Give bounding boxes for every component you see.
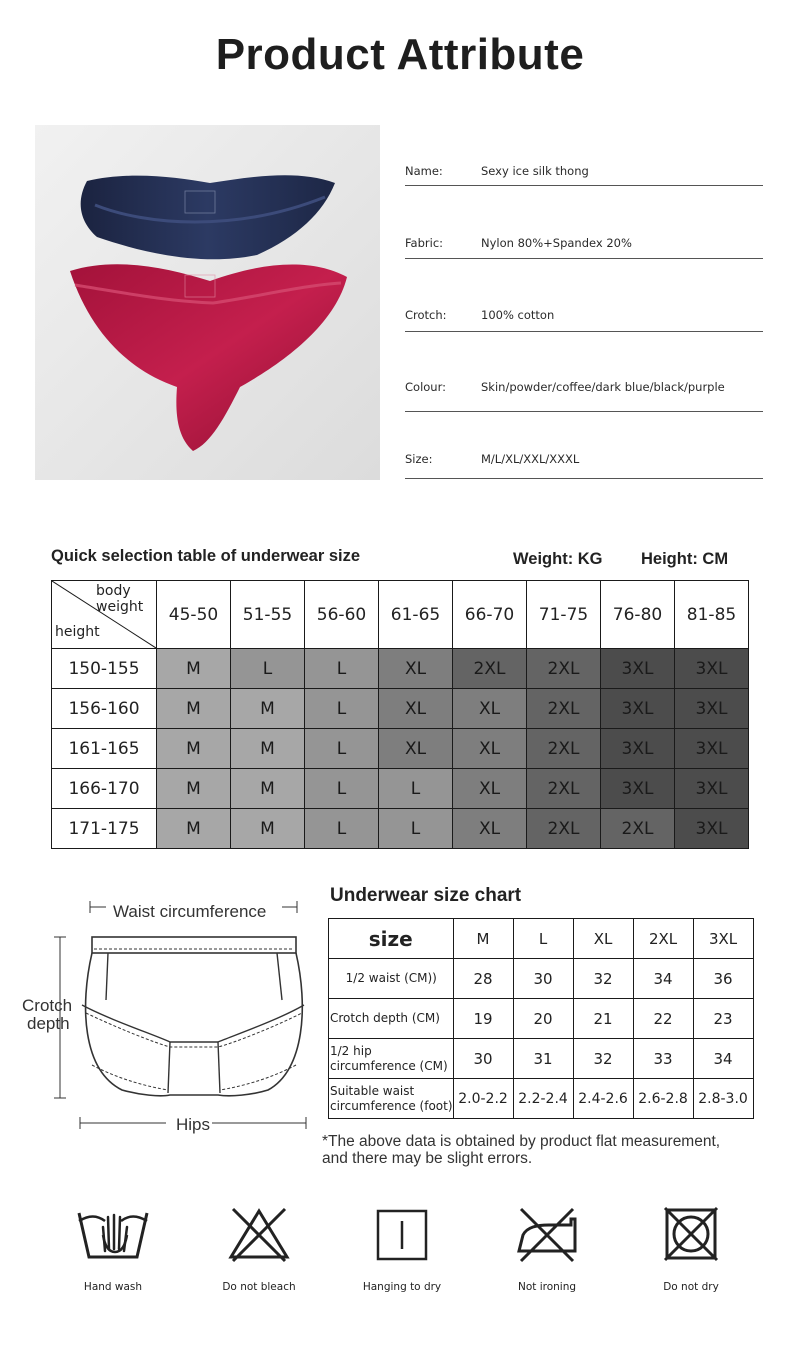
size-cell: 36: [693, 959, 753, 999]
care-do-not-bleach: [209, 1205, 309, 1293]
care-label: Hanging to dry: [362, 1281, 442, 1293]
size-cell: XL: [453, 769, 527, 809]
size-cell: L: [379, 809, 453, 849]
size-cell: 22: [633, 999, 693, 1039]
size-cell: XL: [453, 729, 527, 769]
corner-header: [52, 581, 157, 649]
size-cell: 2.2-2.4: [513, 1079, 573, 1119]
do-not-dry-icon: [662, 1205, 720, 1263]
row-label-line: circumference (foot): [330, 1098, 453, 1113]
divider: [405, 185, 763, 186]
size-chart-table: [328, 918, 754, 1119]
row-label: [329, 959, 454, 999]
size-cell: L: [305, 689, 379, 729]
divider: [405, 478, 763, 479]
waist-label: Waist circumference: [113, 902, 267, 921]
hand-wash-icon: [75, 1205, 151, 1263]
size-cell: 2.8-3.0: [693, 1079, 753, 1119]
size-cell: L: [305, 769, 379, 809]
size-cell: 3XL: [675, 649, 749, 689]
size-cell: 32: [573, 959, 633, 999]
size-cell: 34: [633, 959, 693, 999]
weight-header: 71-75: [527, 581, 601, 649]
size-cell: L: [305, 729, 379, 769]
size-cell: 3XL: [675, 809, 749, 849]
size-cell: 23: [693, 999, 753, 1039]
quick-table-title: Quick selection table of underwear size: [51, 547, 361, 565]
size-chart-row: [329, 999, 754, 1039]
weight-header: 61-65: [379, 581, 453, 649]
size-cell: L: [379, 769, 453, 809]
not-ironing-icon: [515, 1205, 579, 1263]
size-cell: 2.4-2.6: [573, 1079, 633, 1119]
hanging-to-dry-icon: [374, 1205, 430, 1263]
weight-unit: Weight: KG: [513, 550, 603, 568]
attr-name: [405, 164, 763, 184]
size-cell: 30: [513, 959, 573, 999]
size-cell: 3XL: [601, 649, 675, 689]
size-cell: XL: [379, 649, 453, 689]
size-cell: XL: [379, 729, 453, 769]
size-header: size: [329, 919, 454, 959]
weight-header: 51-55: [231, 581, 305, 649]
size-cell: 3XL: [675, 729, 749, 769]
divider: [405, 331, 763, 332]
size-cell: 2.0-2.2: [453, 1079, 513, 1119]
size-cell: 31: [513, 1039, 573, 1079]
size-cell: 3XL: [601, 729, 675, 769]
care-do-not-dry: [641, 1205, 741, 1293]
size-chart-row: [329, 959, 754, 999]
product-photo: [35, 125, 380, 480]
row-label-line: Crotch depth (CM): [330, 1011, 440, 1025]
care-label: Not ironing: [517, 1281, 577, 1293]
size-cell: 33: [633, 1039, 693, 1079]
row-label-line: circumference (CM): [330, 1058, 448, 1073]
height-unit: Height: CM: [641, 550, 729, 568]
note-line: *The above data is obtained by product flat measurement,: [322, 1133, 721, 1150]
care-label: Hand wash: [83, 1281, 143, 1293]
size-chart-row: [329, 1079, 754, 1119]
attr-label: Name:: [405, 164, 443, 178]
quick-selection-table: [51, 580, 749, 849]
measurement-note: [322, 1133, 782, 1167]
table-row: [52, 809, 749, 849]
size-cell: 32: [573, 1039, 633, 1079]
attr-value: Sexy ice silk thong: [481, 164, 589, 178]
page-title: Product Attribute: [215, 30, 585, 79]
care-not-ironing: [497, 1205, 597, 1293]
table-row: [52, 689, 749, 729]
size-col-header: M: [453, 919, 513, 959]
table-row: [52, 729, 749, 769]
divider: [405, 411, 763, 412]
size-cell: L: [231, 649, 305, 689]
row-label-line: 1/2 waist (CM)): [345, 971, 437, 985]
size-cell: M: [231, 729, 305, 769]
height-cell: 150-155: [52, 649, 157, 689]
hips-label: Hips: [176, 1115, 211, 1134]
size-cell: 2XL: [453, 649, 527, 689]
size-cell: 19: [453, 999, 513, 1039]
size-col-header: 3XL: [693, 919, 753, 959]
crotch-label-line: depth: [27, 1014, 70, 1033]
divider: [405, 258, 763, 259]
size-cell: M: [231, 809, 305, 849]
corner-weight: weight: [96, 599, 144, 615]
note-line: and there may be slight errors.: [322, 1150, 533, 1167]
size-cell: XL: [453, 689, 527, 729]
size-col-header: 2XL: [633, 919, 693, 959]
size-cell: 3XL: [675, 769, 749, 809]
size-col-header: XL: [573, 919, 633, 959]
corner-body: body: [96, 583, 131, 599]
do-not-bleach-icon: [227, 1205, 291, 1263]
height-cell: 161-165: [52, 729, 157, 769]
care-label: Do not bleach: [222, 1281, 296, 1293]
row-label-line: 1/2 hip: [330, 1043, 372, 1058]
weight-header: 76-80: [601, 581, 675, 649]
size-col-header: L: [513, 919, 573, 959]
weight-header: 81-85: [675, 581, 749, 649]
attr-value: 100% cotton: [481, 308, 555, 322]
attr-size: [405, 452, 763, 472]
size-cell: 21: [573, 999, 633, 1039]
row-label: [329, 1079, 454, 1119]
size-cell: 3XL: [601, 769, 675, 809]
attr-label: Fabric:: [405, 236, 444, 250]
attr-label: Crotch:: [405, 308, 447, 322]
attr-value: Skin/powder/coffee/dark blue/black/purple: [481, 380, 725, 394]
table-header-row: [52, 581, 749, 649]
size-cell: 2XL: [527, 729, 601, 769]
size-cell: M: [157, 729, 231, 769]
corner-height: height: [55, 624, 100, 640]
row-label-line: Suitable waist: [330, 1083, 415, 1098]
size-cell: XL: [453, 809, 527, 849]
attr-colour: [405, 380, 763, 400]
attr-value: M/L/XL/XXL/XXXL: [481, 452, 580, 466]
size-cell: L: [305, 809, 379, 849]
size-cell: 2XL: [527, 809, 601, 849]
crotch-label: [22, 997, 72, 1033]
height-cell: 166-170: [52, 769, 157, 809]
size-cell: 34: [693, 1039, 753, 1079]
care-hand-wash: [63, 1205, 163, 1293]
size-cell: M: [231, 689, 305, 729]
size-chart-header-row: [329, 919, 754, 959]
care-label: Do not dry: [663, 1281, 719, 1293]
weight-header: 56-60: [305, 581, 379, 649]
size-cell: L: [305, 649, 379, 689]
row-label: [329, 999, 454, 1039]
weight-header: 66-70: [453, 581, 527, 649]
size-cell: 3XL: [601, 689, 675, 729]
height-cell: 171-175: [52, 809, 157, 849]
size-cell: 2.6-2.8: [633, 1079, 693, 1119]
size-cell: 2XL: [601, 809, 675, 849]
size-chart-row: [329, 1039, 754, 1079]
size-cell: M: [157, 649, 231, 689]
size-cell: 30: [453, 1039, 513, 1079]
height-cell: 156-160: [52, 689, 157, 729]
size-cell: 2XL: [527, 769, 601, 809]
table-row: [52, 769, 749, 809]
size-cell: 2XL: [527, 689, 601, 729]
weight-header: 45-50: [157, 581, 231, 649]
size-cell: XL: [379, 689, 453, 729]
size-cell: M: [157, 689, 231, 729]
size-cell: 20: [513, 999, 573, 1039]
attr-fabric: [405, 236, 763, 256]
size-cell: 3XL: [675, 689, 749, 729]
size-cell: M: [157, 809, 231, 849]
attr-crotch: [405, 308, 763, 328]
row-label: [329, 1039, 454, 1079]
table-row: [52, 649, 749, 689]
size-cell: 2XL: [527, 649, 601, 689]
attr-label: Colour:: [405, 380, 446, 394]
size-cell: M: [231, 769, 305, 809]
crotch-label-line: Crotch: [22, 996, 73, 1015]
attr-label: Size:: [405, 452, 433, 466]
size-chart-title: Underwear size chart: [330, 885, 522, 906]
size-cell: M: [157, 769, 231, 809]
size-cell: 28: [453, 959, 513, 999]
care-hanging-to-dry: [352, 1205, 452, 1293]
attr-value: Nylon 80%+Spandex 20%: [481, 236, 632, 250]
